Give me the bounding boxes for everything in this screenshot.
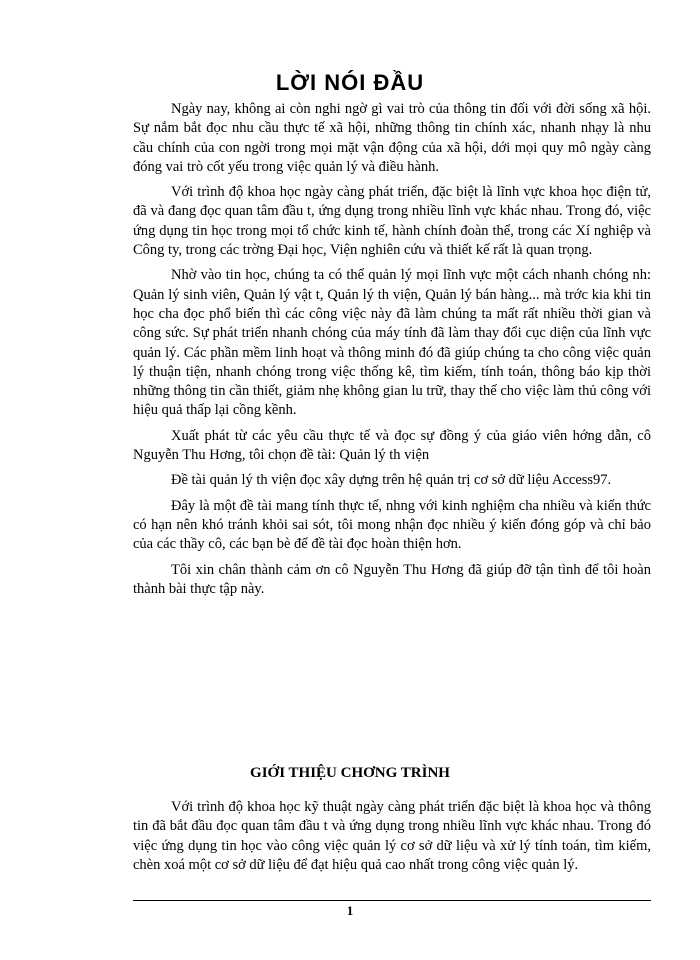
preface-paragraph: Nhờ vào tin học, chúng ta có thể quản lý mọi lĩnh vực một cách nhanh chóng nh: Quản lý sinh viên, Quản lý vật t, Quản lý th viện, Quản lý bán hàng... mà trớc kia khi tin học cha đọc phổ biến thì các công việc này đã làm chúng ta mất rất nhiều thời gian và công sức. Sự phát triển nhanh chóng của máy tính đã làm thay đổi cục diện của lĩnh vực quản lý. Các phần mềm linh hoạt và thông minh đó đã giúp chúng ta cho công việc quản lý thuận tiện, nhanh chóng trong việc thống kê, tìm kiếm, tính toán, thông báo kịp thời những thông tin cần thiết, giảm nhẹ không gian lu trữ, thay thế cho việc làm thủ công với hiệu quả thấp lại cồng kềnh. [133,267,651,419]
preface-paragraph: Tôi xin chân thành cảm ơn cô Nguyễn Thu Hơng đã giúp đỡ tận tình để tôi hoàn thành bài thực tập này. [133,561,651,597]
preface-paragraph: Đây là một đề tài mang tính thực tế, nhng với kinh nghiệm cha nhiều và kiến thức có hạn nên khó tránh khỏi sai sót, tôi mong nhận đọc nhiều ý kiến đóng góp và chỉ bảo của các thầy cô, các bạn bè để đề tài đọc hoàn thiện hơn. [133,497,651,553]
preface-paragraph: Ngày nay, không ai còn nghi ngờ gì vai trò của thông tin đối với đời sống xã hội. Sự nắm bắt đọc nhu cầu thực tế xã hội, những thông tin chính xác, nhanh nhạy là nhu cầu chính của con ngời trong mọi mặt vận động của xã hội, dới mọi quy mô ngày càng đóng vai trò cốt yếu trong việc quản lý và điều hành. [133,101,651,175]
section-body [133,798,651,881]
preface-paragraph: Đề tài quản lý th viện đọc xây dựng trên hệ quản trị cơ sở dữ liệu Access97. [171,472,612,489]
section-paragraph: Với trình độ khoa học kỹ thuật ngày càng phát triển đặc biệt là khoa học và thông tin đã bắt đầu đọc quan tâm đầu t và ứng dụng trong nhiều lĩnh vực khác nhau. Trong đó việc ứng dụng tin học vào công việc quản lý cơ sở dữ liệu và xử lý tính toán, tìm kiếm, chèn xoá một cơ sở dữ liệu để đạt hiệu quả cao nhất trong công việc quản lý. [133,799,651,873]
footer-rule [133,900,651,901]
preface-paragraph: Xuất phát từ các yêu cầu thực tế và đọc sự đồng ý của giáo viên hớng dẫn, cô Nguyễn Thu Hơng, tôi chọn đề tài: Quản lý th viện [133,427,651,464]
preface-paragraph: Với trình độ khoa học ngày càng phát triển, đặc biệt là lĩnh vực khoa học điện tử, đã và đang đọc quan tâm đầu t, ứng dụng trong nhiều lĩnh vực khác nhau. Trong đó, việc ứng dụng tin học trong mọi tổ chức kinh tế, hành chính đoàn thể, trong các Xí nghiệp và Công ty, trong các trờng Đại học, Viện nghiên cứu và thiết kế rất là quan trọng. [133,184,651,259]
section-title: GIỚI THIỆU CHƠNG TRÌNH [250,765,450,781]
preface-body [133,100,651,605]
preface-title: LỜI NÓI ĐẦU [275,70,425,95]
page-number: 1 [346,903,354,918]
